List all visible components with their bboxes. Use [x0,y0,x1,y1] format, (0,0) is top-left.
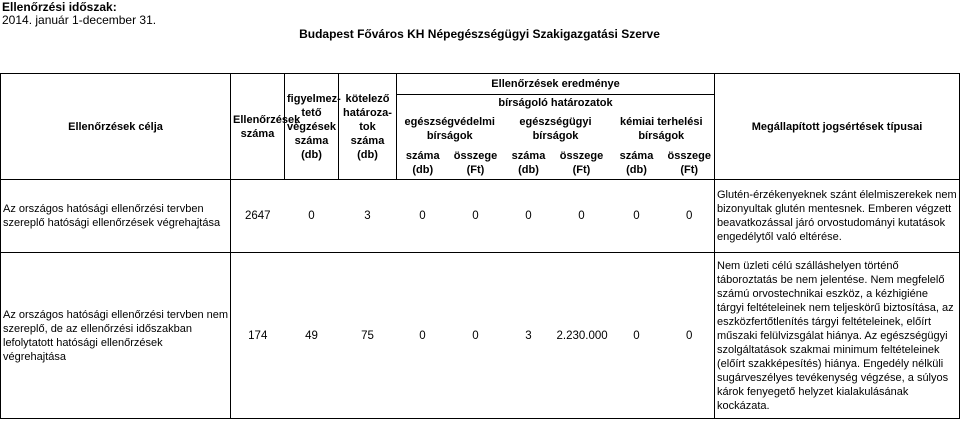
chemical-header: kémiai terhelési bírságok [609,111,715,148]
table-cell: 3 [339,180,397,253]
table-cell: 0 [609,253,665,419]
row-violations: Nem üzleti célú szálláshelyen történő táboroztatás be nem jelentése. Nem megfelelő számú orvostechnikai eszköz, a kézhigiéne tárgyi feltételeinek nem teljeskörű biztosítása, az eszközfertőtlenítés tárgyi feltételeinek, előírt műszaki felülvizsgálat hiánya. Az egészségügyi szolgáltatások szakmai minimum feltételeinek (előírt szakképesítés) hiánya. Engedély nélküli sugárveszélyes tevékenység végzése, a súlyos károk fenyegető helyzet kialakulásának kockázata. [715,253,960,419]
surveillance-line: száma [294,134,329,147]
table-cell: 0 [397,253,449,419]
table-cell: 174 [231,253,285,419]
table-cell: 75 [339,253,397,419]
amount-ft-header: összege (Ft) [665,148,715,180]
mandatory-line: határoza- [343,106,392,119]
results-header: Ellenőrzések eredménye [397,74,715,95]
table-cell: 3 [503,253,555,419]
health-care-header: egészségügyi bírságok [519,116,592,142]
amount-ft-header: összege (Ft) [449,148,503,180]
table-cell: 0 [285,180,339,253]
table-cell: 0 [665,253,715,419]
amount-ft-header: összege (Ft) [555,148,609,180]
page-title: Budapest Főváros KH Népegészségügyi Szakigazgatási Szerve [299,27,660,41]
table-cell: 0 [665,180,715,253]
count-db-header: száma (db) [609,148,665,180]
violations-header: Megállapított jogsértések típusai [715,74,960,180]
table-cell: 0 [397,180,449,253]
health-protection-header: egészségvédelmi bírságok [397,111,503,148]
goal-header: Ellenőrzések célja [1,74,231,180]
mandatory-line: (db) [357,148,378,161]
table-cell: 0 [503,180,555,253]
table-cell: 0 [449,180,503,253]
table-cell: 0 [449,253,503,419]
mandatory-line: kötelező [345,92,390,105]
table-row [1,180,960,253]
count-db-header: száma (db) [397,148,449,180]
table-cell: 0 [609,180,665,253]
surveillance-line: végzések [287,120,336,133]
table-row [1,253,960,419]
inspection-table [0,73,960,419]
count-header: Ellenőrzések száma [231,74,285,180]
surveillance-line: tető [301,106,322,119]
row-violations: Glutén-érzékenyeknek szánt élelmiszerekek nem bizonyultak glutén mentesnek. Emberen végzett beavatkozással járó orvostudományi kutatások engedélytől való eltérése. [715,180,960,253]
table-cell: 49 [285,253,339,419]
table-cell: 2.230.000 [555,253,609,419]
row-goal: Az országos hatósági ellenőrzési tervben nem szereplő, de az ellenőrzési időszakban lefolytatott hatósági ellenőrzések végrehajtása [1,253,231,419]
surveillance-line: (db) [301,148,322,161]
table-cell: 2647 [231,180,285,253]
period-label: Ellenőrzési időszak: [2,0,117,14]
count-db-header: száma (db) [503,148,555,180]
table-cell: 0 [555,180,609,253]
surveillance-line: figyelmez- [287,92,341,105]
mandatory-line: tok száma [350,120,385,147]
row-goal: Az országos hatósági ellenőrzési tervben szereplő hatósági ellenőrzések végrehajtása [1,180,231,253]
fining-header: bírságoló határozatok [397,95,715,111]
mandatory-header [339,74,397,180]
period-value: 2014. január 1-december 31. [2,13,157,27]
surveillance-header [285,74,339,180]
